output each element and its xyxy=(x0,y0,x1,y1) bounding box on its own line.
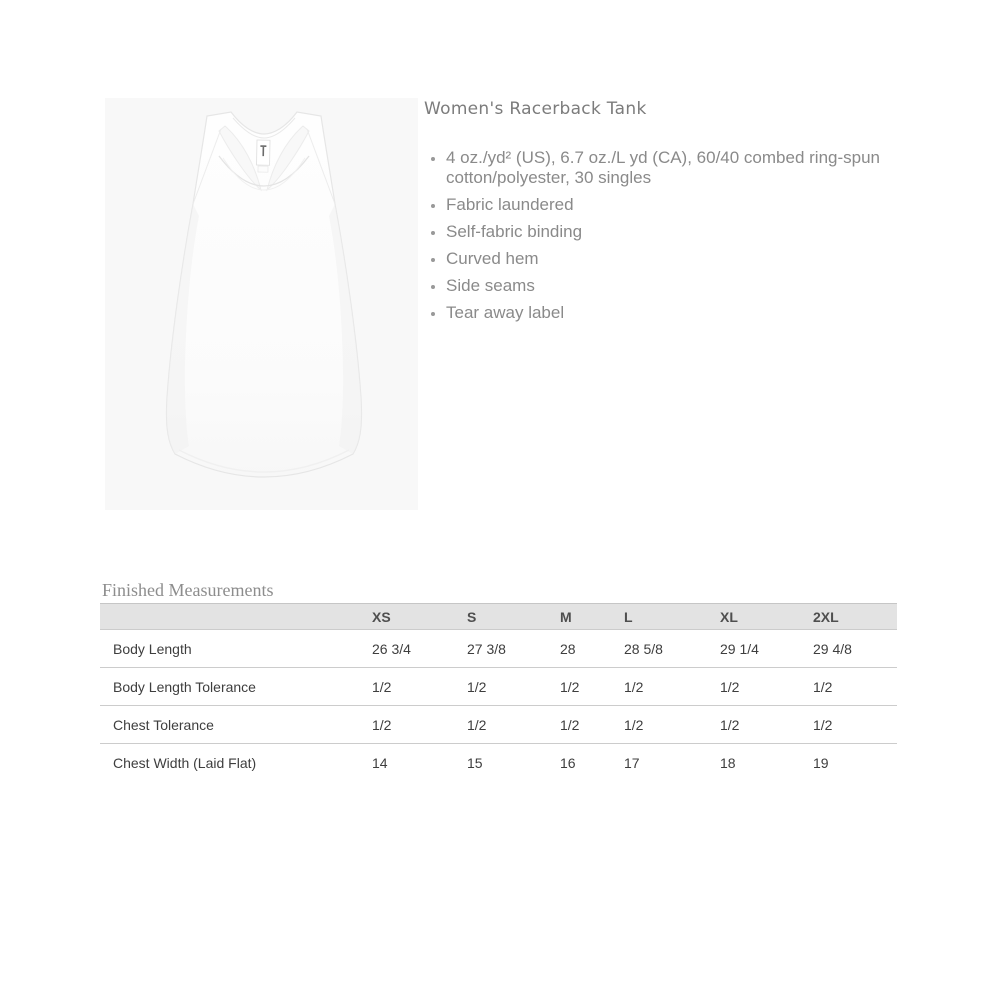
measurements-heading: Finished Measurements xyxy=(102,580,274,600)
measurement-label: Body Length xyxy=(100,630,365,668)
feature-item: • Curved hem xyxy=(446,249,929,269)
measurement-row xyxy=(100,630,897,668)
measurement-value: 29 1/4 xyxy=(713,630,806,668)
measurement-value: 1/2 xyxy=(365,706,460,744)
product-details xyxy=(424,99,929,330)
measurement-value: 29 4/8 xyxy=(806,630,897,668)
size-column-header: XS xyxy=(365,604,460,630)
size-header-blank xyxy=(100,604,365,630)
measurement-label: Chest Tolerance xyxy=(100,706,365,744)
measurement-value: 1/2 xyxy=(553,668,617,706)
measurement-row xyxy=(100,668,897,706)
feature-item: • Fabric laundered xyxy=(446,195,929,215)
measurement-value: 15 xyxy=(467,755,483,771)
measurement-value: 28 xyxy=(553,630,617,668)
brand-tag-icon xyxy=(256,140,270,172)
measurement-label: Chest Width (Laid Flat) xyxy=(113,755,257,771)
measurements-body xyxy=(100,630,897,782)
measurement-value: 26 3/4 xyxy=(365,630,460,668)
measurement-value: 28 5/8 xyxy=(617,630,713,668)
size-column-header: S xyxy=(460,604,553,630)
feature-item: • Tear away label xyxy=(446,303,929,323)
measurement-value: 1/2 xyxy=(713,668,806,706)
size-header-row xyxy=(100,604,897,630)
measurements-table xyxy=(100,603,897,781)
product-image xyxy=(105,98,418,510)
measurement-value: 1/2 xyxy=(460,668,553,706)
product-title: Women's Racerback Tank xyxy=(424,99,647,119)
size-column-header: XL xyxy=(713,604,806,630)
measurement-value: 1/2 xyxy=(713,706,806,744)
feature-list xyxy=(424,148,929,323)
measurement-value: 1/2 xyxy=(365,668,460,706)
size-column-header: 2XL xyxy=(806,604,897,630)
measurement-value: 1/2 xyxy=(460,706,553,744)
size-column-header: L xyxy=(617,604,713,630)
measurement-value: 1/2 xyxy=(617,706,713,744)
feature-item: • 4 oz./yd² (US), 6.7 oz./L yd (CA), 60/40 combed ring-spun cotton/polyester, 30 singles xyxy=(446,148,929,188)
measurement-value: 1/2 xyxy=(806,706,897,744)
measurement-value: 27 3/8 xyxy=(460,630,553,668)
feature-item: • Self-fabric binding xyxy=(446,222,929,242)
size-column-header: M xyxy=(553,604,617,630)
measurement-value: 1/2 xyxy=(617,668,713,706)
measurement-value: 14 xyxy=(372,755,388,771)
measurement-value: 1/2 xyxy=(553,706,617,744)
measurement-row xyxy=(100,706,897,744)
measurement-value: 1/2 xyxy=(806,668,897,706)
measurement-value: 17 xyxy=(624,755,640,771)
measurement-value: 19 xyxy=(813,755,829,771)
measurement-value: 18 xyxy=(720,755,736,771)
racerback-tank-illustration xyxy=(105,98,418,510)
measurement-value: 16 xyxy=(560,755,576,771)
feature-item: • Side seams xyxy=(446,276,929,296)
measurement-row xyxy=(100,744,897,782)
measurement-label: Body Length Tolerance xyxy=(100,668,365,706)
